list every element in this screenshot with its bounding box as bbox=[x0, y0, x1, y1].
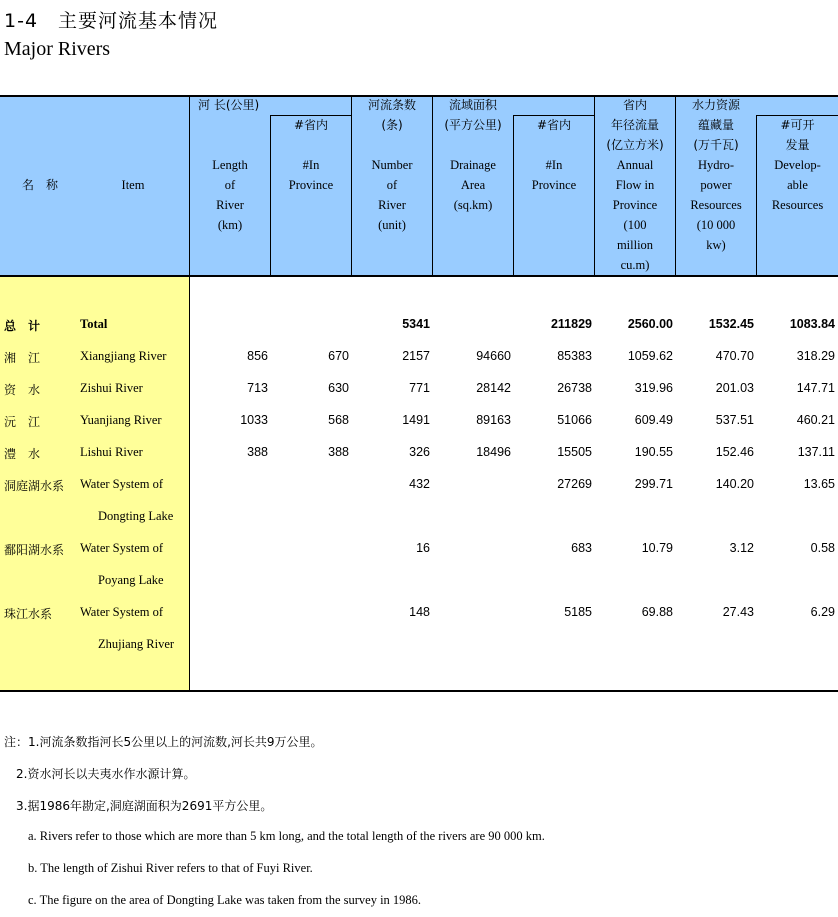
cell-number: 2157 bbox=[402, 349, 430, 363]
cell-flow: 2560.00 bbox=[627, 317, 673, 331]
cell-hydro: 201.03 bbox=[715, 381, 754, 395]
cell-area-prov: 211829 bbox=[550, 317, 592, 331]
cell-hydro: 152.46 bbox=[715, 445, 754, 459]
row-name-cn: 资 水 bbox=[4, 383, 41, 397]
header-name-cn: 名 称 bbox=[21, 178, 58, 192]
header-length-prov-cn: #省内 bbox=[293, 118, 329, 132]
row-name-cn: 总 计 bbox=[4, 319, 41, 333]
cell-flow: 609.49 bbox=[634, 413, 673, 427]
row-name-en: Xiangjiang River bbox=[80, 349, 167, 363]
cell-dev: 147.71 bbox=[796, 381, 835, 395]
header-item-en: Item bbox=[121, 178, 145, 192]
page-title-cn: 1-4 主要河流基本情况 bbox=[4, 10, 219, 32]
cell-dev: 460.21 bbox=[796, 413, 835, 427]
cell-area-prov: 27269 bbox=[557, 477, 592, 491]
cell-area-prov: 26738 bbox=[557, 381, 592, 395]
cell-flow: 319.96 bbox=[634, 381, 673, 395]
cell-area: 94660 bbox=[476, 349, 511, 363]
row-name-en: Water System of bbox=[80, 477, 164, 491]
cell-number: 1491 bbox=[402, 413, 430, 427]
note-a-en: a. Rivers refer to those which are more than 5 km long, and the total length of the rivers are 90 000 km. bbox=[28, 829, 545, 843]
note-3-cn: 3.据1986年勘定,洞庭湖面积为2691平方公里。 bbox=[16, 799, 273, 813]
header-hydro: 水力资源 蕴藏量 (万千瓦) Hydro- power Resources (10 000 kw) bbox=[690, 98, 742, 252]
cell-dev: 6.29 bbox=[810, 605, 835, 619]
note-2-cn: 2.资水河长以夫夷水作水源计算。 bbox=[16, 767, 196, 781]
row-name-cn: 鄱阳湖水系 bbox=[4, 543, 65, 557]
note-1-cn: 注：1.河流条数指河长5公里以上的河流数,河长共9万公里。 bbox=[4, 735, 323, 749]
cell-dev: 0.58 bbox=[810, 541, 835, 555]
table-row bbox=[0, 405, 838, 437]
note-c-en: c. The figure on the area of Dongting Lake was taken from the survey in 1986. bbox=[28, 893, 422, 907]
cell-length: 856 bbox=[247, 349, 268, 363]
cell-number: 5341 bbox=[402, 317, 430, 331]
cell-number: 16 bbox=[416, 541, 430, 555]
cell-dev: 13.65 bbox=[803, 477, 835, 491]
header-area-prov-en: #In Province bbox=[531, 158, 577, 192]
header-area-prov-cn: #省内 bbox=[536, 118, 572, 132]
cell-dev: 1083.84 bbox=[789, 317, 835, 331]
table-row bbox=[0, 341, 838, 373]
cell-hydro: 27.43 bbox=[722, 605, 754, 619]
row-name-en: Yuanjiang River bbox=[80, 413, 162, 427]
table-row bbox=[0, 309, 838, 341]
row-name-en-cont: Zhujiang River bbox=[98, 637, 175, 651]
row-name-en-cont: Poyang Lake bbox=[98, 573, 164, 587]
row-name-cn: 沅 江 bbox=[4, 415, 41, 429]
header-flow: 省内 年径流量 (亿立方米) Annual Flow in Province (100 million cu.m) bbox=[606, 98, 664, 272]
table-row bbox=[0, 469, 838, 523]
row-name-cn: 湘 江 bbox=[4, 351, 41, 365]
cell-length-prov: 568 bbox=[328, 413, 349, 427]
cell-hydro: 537.51 bbox=[715, 413, 754, 427]
cell-area-prov: 15505 bbox=[557, 445, 592, 459]
cell-number: 771 bbox=[409, 381, 430, 395]
cell-flow: 190.55 bbox=[634, 445, 673, 459]
cell-flow: 299.71 bbox=[634, 477, 673, 491]
row-name-en-cont: Dongting Lake bbox=[98, 509, 174, 523]
row-name-en: Lishui River bbox=[80, 445, 143, 459]
header-number-en: Number of River (unit) bbox=[371, 158, 413, 232]
header-area-cn: 流域面积 (平方公里) bbox=[444, 98, 502, 132]
cell-length-prov: 388 bbox=[328, 445, 349, 459]
cell-dev: 318.29 bbox=[796, 349, 835, 363]
row-name-cn: 珠江水系 bbox=[4, 607, 53, 621]
row-name-en: Zishui River bbox=[80, 381, 143, 395]
cell-length: 1033 bbox=[240, 413, 268, 427]
cell-number: 326 bbox=[409, 445, 430, 459]
cell-area-prov: 683 bbox=[571, 541, 592, 555]
table-bottom-border bbox=[0, 690, 838, 692]
note-b-en: b. The length of Zishui River refers to that of Fuyi River. bbox=[28, 861, 313, 875]
cell-area: 89163 bbox=[476, 413, 511, 427]
cell-area-prov: 85383 bbox=[557, 349, 592, 363]
cell-area: 18496 bbox=[476, 445, 511, 459]
cell-hydro: 470.70 bbox=[715, 349, 754, 363]
cell-length: 713 bbox=[247, 381, 268, 395]
row-name-cn: 洞庭湖水系 bbox=[4, 479, 65, 493]
cell-hydro: 1532.45 bbox=[708, 317, 754, 331]
cell-length-prov: 630 bbox=[328, 381, 349, 395]
header-length-en: Length of River (km) bbox=[212, 158, 248, 232]
cell-flow: 1059.62 bbox=[627, 349, 673, 363]
row-name-en: Water System of bbox=[80, 541, 164, 555]
header-length-prov-en: #In Province bbox=[288, 158, 334, 192]
cell-length-prov: 670 bbox=[328, 349, 349, 363]
row-name-cn: 澧 水 bbox=[4, 447, 41, 461]
table-row bbox=[0, 533, 838, 587]
cell-length: 388 bbox=[247, 445, 268, 459]
table-header bbox=[0, 95, 838, 277]
table-row bbox=[0, 437, 838, 469]
header-area-en: Drainage Area (sq.km) bbox=[450, 158, 496, 212]
cell-number: 432 bbox=[409, 477, 430, 491]
cell-number: 148 bbox=[409, 605, 430, 619]
cell-hydro: 3.12 bbox=[729, 541, 754, 555]
header-number-cn: 河流条数 (条) bbox=[367, 98, 416, 132]
cell-area: 28142 bbox=[476, 381, 511, 395]
cell-area-prov: 51066 bbox=[557, 413, 592, 427]
header-length-cn: 河 长(公里) bbox=[198, 98, 260, 112]
cell-hydro: 140.20 bbox=[715, 477, 754, 491]
row-name-en: Total bbox=[80, 317, 108, 331]
header-dev: #可开 发量 Develop- able Resources bbox=[771, 118, 824, 212]
table-row bbox=[0, 597, 838, 651]
cell-dev: 137.11 bbox=[797, 445, 835, 459]
cell-flow: 69.88 bbox=[641, 605, 673, 619]
cell-area-prov: 5185 bbox=[564, 605, 592, 619]
table-row bbox=[0, 373, 838, 405]
row-name-en: Water System of bbox=[80, 605, 164, 619]
cell-flow: 10.79 bbox=[641, 541, 673, 555]
page-title-en: Major Rivers bbox=[4, 38, 111, 60]
